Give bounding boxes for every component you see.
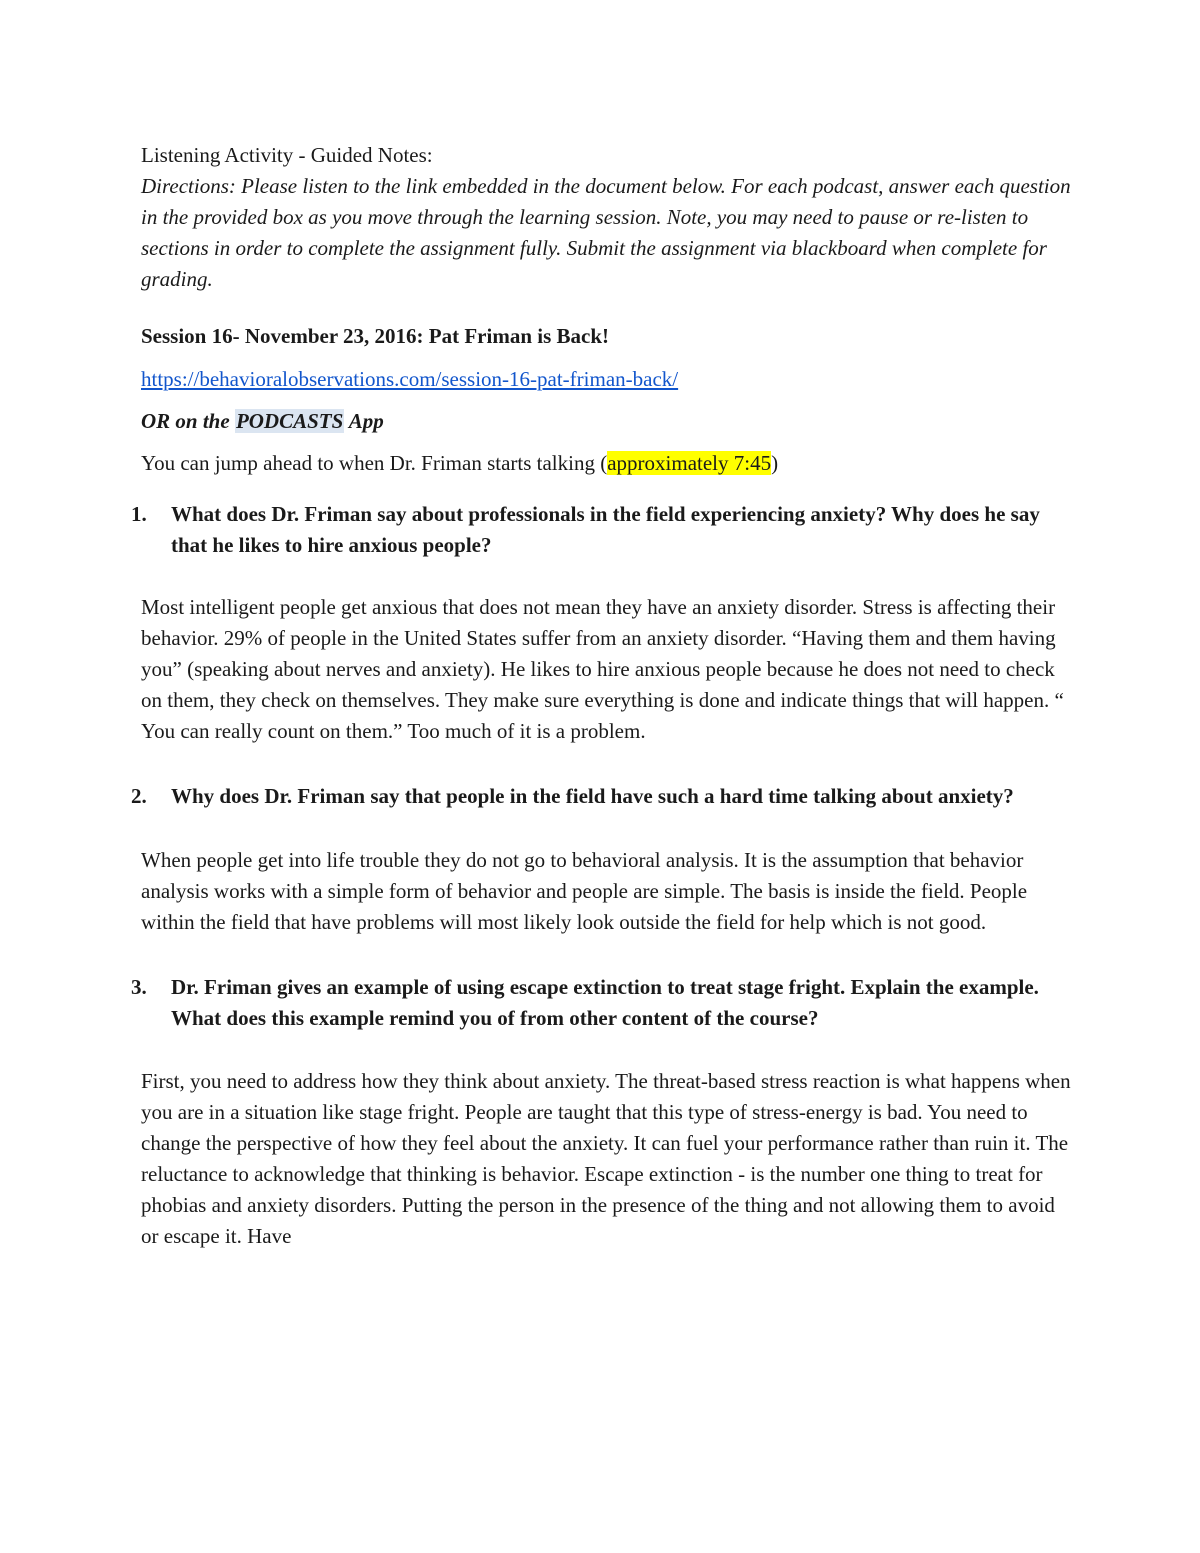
answer-2: When people get into life trouble they do not go to behavioral analysis. It is the assumption that behavior analysis works with a simple form of behavior and people are simple. The basis is inside the field. People within the field that have problems will most likely look outside the field for help which is not good.	[141, 848, 1028, 934]
jump-prefix: You can jump ahead to when Dr. Friman starts talking (	[141, 451, 608, 475]
podcast-link[interactable]: https://behavioralobservations.com/session-16-pat-friman-back/	[141, 367, 679, 391]
podcasts-highlight: PODCASTS	[235, 409, 344, 433]
question-number: 1.	[131, 502, 147, 526]
question-text: What does Dr. Friman say about professionals in the field experiencing anxiety? Why does he say that he likes to hire anxious people?	[171, 502, 1040, 557]
answer-3: First, you need to address how they think about anxiety. The threat-based stress reaction is what happens when you are in a situation like stage fright. People are taught that this type of stress-energy is bad. You need to change the perspective of how they feel about the anxiety. It can fuel your performance rather than ruin it. The reluctance to acknowledge that thinking is behavior. Escape extinction - is the number one thing to treat for phobias and anxiety disorders. Putting the person in the presence of the thing and not allowing them to avoid or escape it. Have	[141, 1069, 1071, 1248]
session-title: Session 16- November 23, 2016: Pat Friman is Back!	[141, 324, 609, 348]
question-number: 3.	[131, 975, 147, 999]
document-body	[131, 140, 1071, 1252]
podcasts-app-line	[141, 406, 1071, 437]
question-number: 2.	[131, 784, 147, 808]
podcasts-suffix: App	[344, 409, 384, 433]
question-3	[131, 972, 1071, 1034]
question-1	[131, 499, 1071, 561]
document-header: Listening Activity - Guided Notes:	[141, 143, 433, 167]
jump-suffix: )	[771, 451, 779, 475]
time-highlight: approximately 7:45	[607, 451, 772, 475]
directions-text: Directions: Please listen to the link embedded in the document below. For each podcast, answer each question in the provided box as you move through the learning session. Note, you may need to pause or re-listen to sections in order to complete the assignment fully. Submit the assignment via blackboard when complete for grading.	[141, 174, 1071, 291]
question-text: Why does Dr. Friman say that people in the field have such a hard time talking about anxiety?	[171, 784, 1014, 808]
question-2	[131, 781, 1071, 812]
question-text: Dr. Friman gives an example of using escape extinction to treat stage fright. Explain the example. What does this example remind you of from other content of the course?	[171, 975, 1039, 1030]
answer-1: Most intelligent people get anxious that does not mean they have an anxiety disorder. Stress is affecting their behavior. 29% of people in the United States suffer from an anxiety disorder. “Having them and them having you” (speaking about nerves and anxiety). He likes to hire anxious people because he does not need to check on them, they check on themselves. They make sure everything is done and indicate things that will happen. “ You can really count on them.” Too much of it is a problem.	[141, 595, 1064, 743]
jump-ahead-line	[141, 448, 1071, 479]
podcasts-prefix: OR on the	[141, 409, 235, 433]
